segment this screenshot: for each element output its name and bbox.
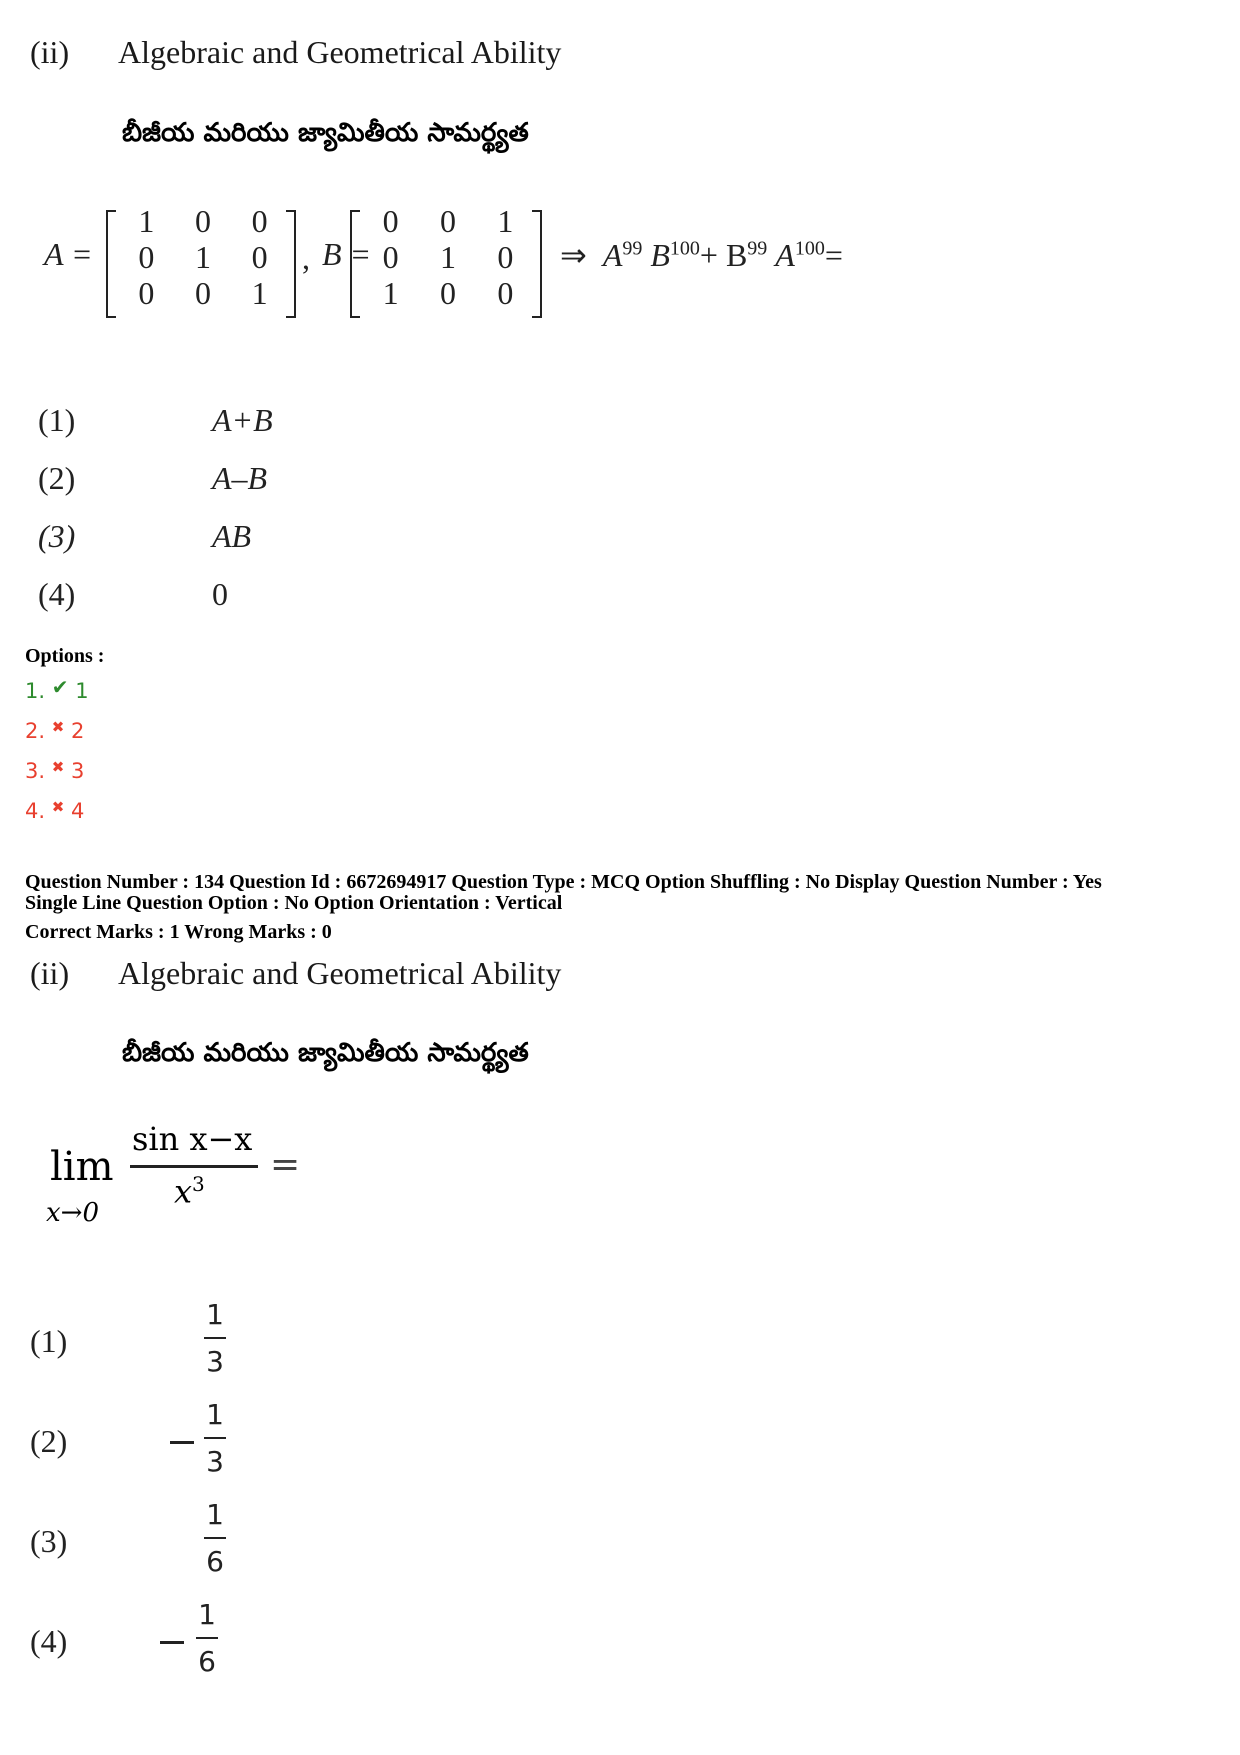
rhs-exp-100-a: 100 — [794, 237, 825, 260]
rhs-exp-99-b: 99 — [747, 237, 768, 260]
fraction-denominator: 6 — [206, 1545, 224, 1578]
option-index: 4. — [25, 799, 46, 823]
choice-number: (4) — [30, 1623, 68, 1659]
rhs-a-2: A — [775, 237, 795, 273]
option-value: 3 — [71, 759, 85, 783]
choice-number: (1) — [30, 1323, 68, 1359]
section-title-telugu: బీజీయ మరియు జ్యామితీయ సామర్థ్యత — [122, 1038, 529, 1068]
matrix-a-label: A = — [44, 236, 93, 272]
cross-icon: ✖ — [51, 758, 65, 776]
choice-text: A+B — [212, 402, 273, 438]
rhs-exp-99: 99 — [622, 237, 643, 260]
matrix-a-cell: 0 — [251, 239, 268, 275]
option-index: 3. — [25, 759, 46, 783]
limit-den-base: x — [174, 1172, 193, 1211]
choice-number: (2) — [30, 1423, 68, 1459]
limit-denominator — [174, 1172, 205, 1211]
choice-number: (3) — [30, 1523, 68, 1559]
limit-den-exp: 3 — [192, 1172, 205, 1196]
section-title: Algebraic and Geometrical Ability — [118, 955, 562, 991]
fraction-numerator: 1 — [206, 1298, 224, 1331]
matrix-a — [106, 203, 296, 316]
matrix-b-cell: 1 — [439, 239, 456, 275]
section-number: (ii) — [30, 955, 70, 991]
negative-sign — [170, 1441, 194, 1444]
question-meta-line-2: Single Line Question Option : No Option Orientation : Vertical — [25, 892, 563, 914]
section-number: (ii) — [30, 34, 70, 70]
rhs-exp-100: 100 — [669, 237, 700, 260]
matrix-a-cell: 0 — [194, 203, 211, 239]
matrix-a-cell: 1 — [194, 239, 211, 275]
matrix-separator: , — [302, 240, 310, 276]
limit-equals: = — [270, 1144, 301, 1185]
rhs-plus-b: + B — [699, 237, 748, 273]
matrix-b-label: B = — [322, 236, 372, 272]
option-value: 4 — [71, 799, 85, 823]
limit-fraction-bar — [130, 1165, 258, 1168]
choice-number: (2) — [38, 460, 76, 496]
question-meta-line-1: Question Number : 134 Question Id : 6672694917 Question Type : MCQ Option Shuffling : No Display Question Number : Yes — [25, 871, 1102, 893]
matrix-b-cell: 0 — [497, 275, 514, 311]
matrix-b-cell: 1 — [497, 203, 514, 239]
limit-lim: lim — [50, 1144, 114, 1190]
fraction-numerator: 1 — [198, 1598, 216, 1631]
fraction-numerator: 1 — [206, 1398, 224, 1431]
option-value: 2 — [71, 719, 85, 743]
matrix-a-cell: 0 — [251, 203, 268, 239]
section-title-telugu: బీజీయ మరియు జ్యామితీయ సామర్థ్యత — [122, 118, 529, 148]
choice-fraction — [204, 1298, 226, 1378]
question-marks: Correct Marks : 1 Wrong Marks : 0 — [25, 921, 332, 943]
matrix-equation — [40, 200, 860, 320]
matrix-a-cell: 0 — [138, 275, 155, 311]
choice-text: A–B — [212, 460, 268, 496]
limit-numerator: sin x−x — [132, 1120, 253, 1158]
option-row-correct — [25, 675, 89, 703]
matrix-b-cell: 0 — [439, 275, 456, 311]
matrix-b-cell: 0 — [382, 239, 399, 275]
choice-number: (1) — [38, 402, 76, 438]
matrix-a-cell: 1 — [251, 275, 268, 311]
options-label: Options : — [25, 645, 105, 667]
limit-expression — [44, 1120, 344, 1230]
negative-sign — [160, 1641, 184, 1644]
matrix-a-cell: 1 — [138, 203, 155, 239]
rhs-equals: = — [824, 237, 843, 273]
limit-subscript: x→0 — [46, 1198, 99, 1228]
option-row-wrong — [25, 759, 84, 783]
option-row-wrong — [25, 799, 84, 823]
fraction-numerator: 1 — [206, 1498, 224, 1531]
rhs-a: A — [602, 237, 623, 273]
choice-fraction — [196, 1598, 218, 1678]
matrix-a-cell: 0 — [194, 275, 211, 311]
rhs-b: B — [650, 237, 670, 273]
choice-fraction — [204, 1498, 226, 1578]
matrix-b-cell: 1 — [382, 275, 399, 311]
cross-icon: ✖ — [51, 798, 65, 816]
matrix-b-cell: 0 — [439, 203, 456, 239]
option-index: 2. — [25, 719, 46, 743]
cross-icon: ✖ — [51, 718, 65, 736]
matrix-b-cell: 0 — [382, 203, 399, 239]
matrix-b-cell: 0 — [497, 239, 514, 275]
fraction-denominator: 3 — [206, 1345, 224, 1378]
fraction-denominator: 6 — [198, 1645, 216, 1678]
choice-fraction — [204, 1398, 226, 1478]
option-row-wrong — [25, 719, 84, 743]
fraction-denominator: 3 — [206, 1445, 224, 1478]
matrix-b — [350, 203, 542, 316]
option-index: 1. — [25, 679, 46, 703]
choice-text: 0 — [212, 576, 228, 612]
choice-text: AB — [212, 518, 252, 554]
choice-number: (3) — [38, 518, 76, 554]
section-title: Algebraic and Geometrical Ability — [118, 34, 562, 70]
matrix-a-cell: 0 — [138, 239, 155, 275]
check-icon: ✔ — [51, 675, 69, 699]
implies-arrow: ⇒ — [560, 237, 587, 273]
choice-number: (4) — [38, 576, 76, 612]
equation-rhs — [560, 236, 843, 274]
option-value: 1 — [75, 679, 89, 703]
